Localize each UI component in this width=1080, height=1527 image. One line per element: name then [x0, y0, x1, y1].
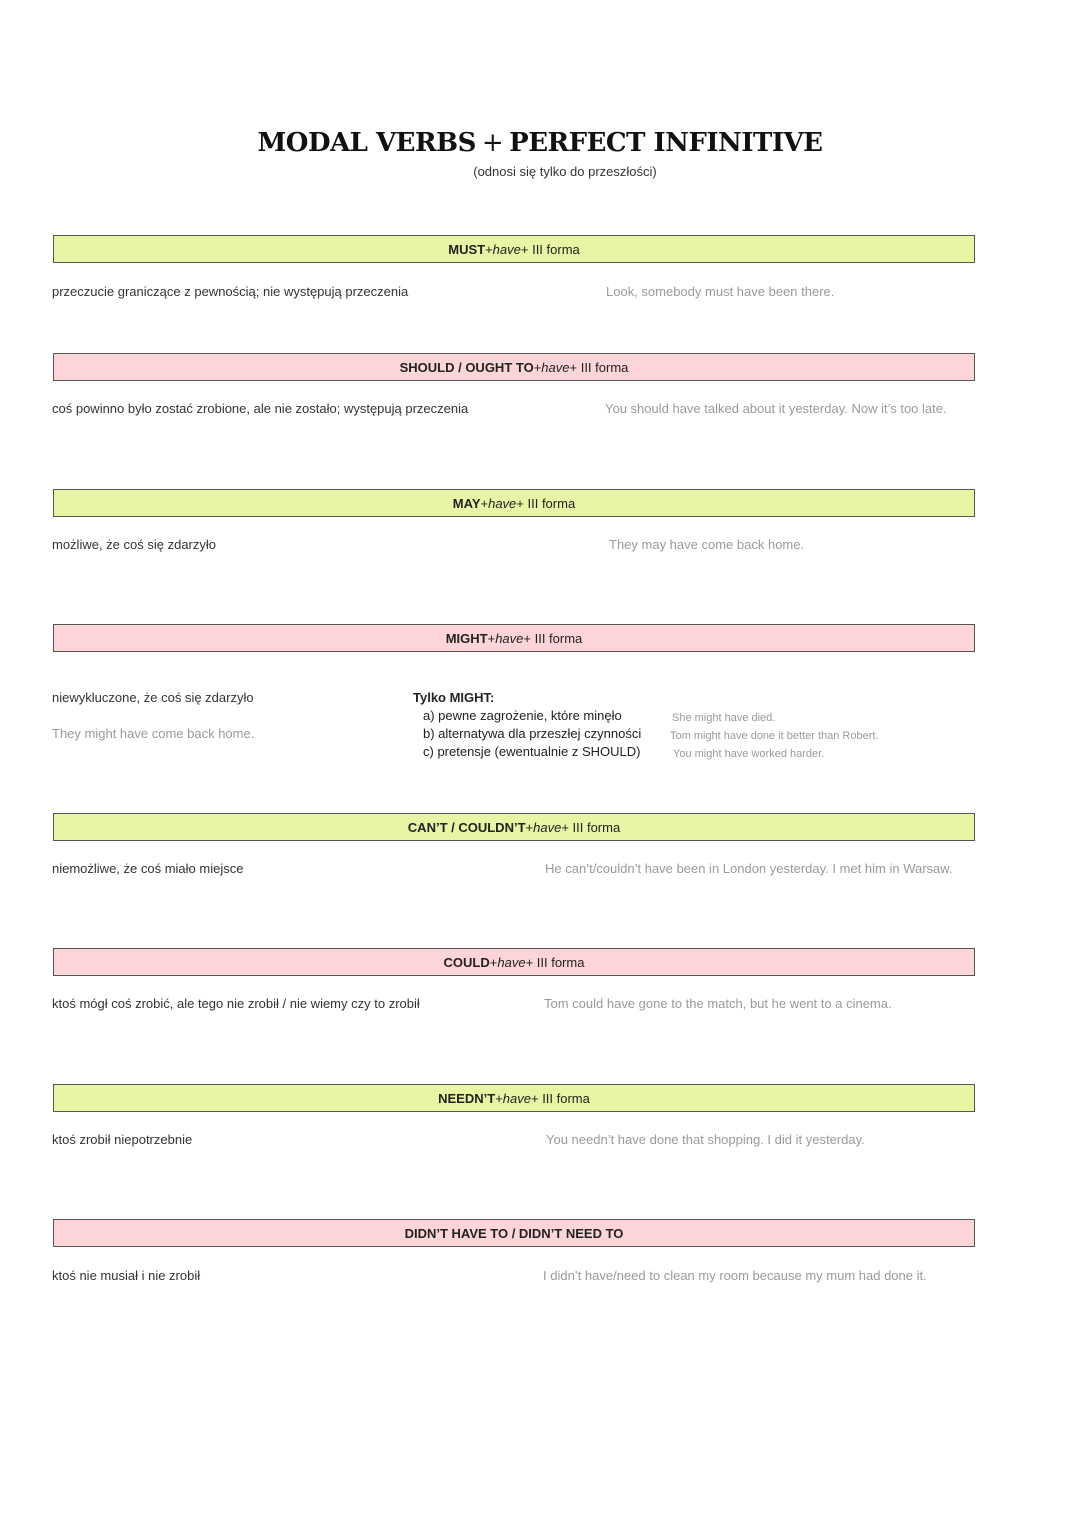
- rule-form: + III forma: [569, 359, 629, 375]
- rule-bar-didnt-have-to: [53, 1219, 975, 1247]
- rule-have: have: [488, 495, 517, 511]
- rule-plus: +: [489, 954, 498, 970]
- rule-description: niewykluczone, że coś się zdarzyło: [52, 690, 254, 705]
- rule-have: have: [495, 630, 524, 646]
- rule-example: They might have come back home.: [52, 726, 255, 741]
- rule-modal: MAY: [452, 495, 481, 511]
- might-only-item: c) pretensje (ewentualnie z SHOULD): [423, 744, 641, 759]
- page-subtitle: (odnosi się tylko do przeszłości): [473, 164, 657, 179]
- rule-modal: MIGHT: [445, 630, 488, 646]
- rule-example: He can’t/couldn’t have been in London yesterday. I met him in Warsaw.: [545, 861, 953, 876]
- rule-modal: CAN’T / COULDN’T: [407, 819, 526, 835]
- title-part1: MODAL VERBS: [257, 128, 476, 158]
- rule-plus: +: [495, 1090, 503, 1106]
- rule-plus: +: [485, 241, 493, 257]
- rule-example: Look, somebody must have been there.: [606, 284, 835, 299]
- might-only-item: b) alternatywa dla przeszłej czynności: [423, 726, 642, 741]
- rule-plus: +: [480, 495, 489, 511]
- might-only-example: She might have died.: [672, 712, 776, 724]
- rule-modal: COULD: [443, 954, 490, 970]
- rule-description: ktoś mógł coś zrobić, ale tego nie zrobił / nie wiemy czy to zrobił: [52, 996, 420, 1011]
- rule-bar-must: [53, 235, 975, 263]
- rule-description: ktoś zrobił niepotrzebnie: [52, 1132, 193, 1147]
- rule-form: + III forma: [516, 495, 576, 511]
- title-part2: PERFECT INFINITIVE: [509, 128, 823, 158]
- might-only-notes: [413, 689, 641, 761]
- rule-bar-might: [53, 624, 975, 652]
- rule-have: have: [541, 359, 570, 375]
- might-only-examples: [670, 709, 879, 763]
- rule-have: have: [492, 241, 521, 257]
- rule-have: have: [533, 819, 562, 835]
- might-only-heading: Tylko MIGHT:: [413, 690, 495, 705]
- might-only-example: You might have worked harder.: [673, 748, 825, 760]
- rule-modal: NEEDN’T: [438, 1090, 496, 1106]
- rule-bar-should: [53, 353, 975, 381]
- might-only-example: Tom might have done it better than Robert.: [670, 730, 879, 742]
- rule-modal: SHOULD / OUGHT TO: [399, 359, 534, 375]
- rule-plus: +: [525, 819, 534, 835]
- rule-modal: DIDN’T HAVE TO / DIDN’T NEED TO: [404, 1225, 624, 1241]
- rule-plus: +: [487, 630, 496, 646]
- rule-example: I didn’t have/need to clean my room because my mum had done it.: [543, 1268, 927, 1283]
- rule-form: + III forma: [525, 954, 585, 970]
- rule-form: + III forma: [520, 241, 580, 257]
- rule-example: You needn’t have done that shopping. I did it yesterday.: [546, 1132, 865, 1147]
- rule-bar-cant: [53, 813, 975, 841]
- rule-description: przeczucie graniczące z pewnością; nie występują przeczenia: [52, 284, 409, 299]
- rule-description: coś powinno było zostać zrobione, ale nie zostało; występują przeczenia: [52, 401, 469, 416]
- rule-bar-could: [53, 948, 975, 976]
- rule-example: They may have come back home.: [609, 537, 805, 552]
- rule-plus: +: [533, 359, 542, 375]
- rule-form: + III forma: [561, 819, 621, 835]
- rule-form: + III forma: [523, 630, 583, 646]
- rule-bar-may: [53, 489, 975, 517]
- might-only-item: a) pewne zagrożenie, które minęło: [423, 708, 622, 723]
- rule-modal: MUST: [448, 241, 486, 257]
- rule-example: You should have talked about it yesterday. Now it’s too late.: [605, 401, 947, 416]
- rule-form: + III forma: [530, 1090, 590, 1106]
- rule-have: have: [497, 954, 526, 970]
- rule-have: have: [502, 1090, 531, 1106]
- rule-description: możliwe, że coś się zdarzyło: [52, 537, 216, 552]
- rule-description: niemożliwe, że coś miało miejsce: [52, 861, 244, 876]
- rule-description: ktoś nie musiał i nie zrobił: [52, 1268, 201, 1283]
- rule-bar-neednt: [53, 1084, 975, 1112]
- page-title: [0, 128, 1080, 158]
- rule-example: Tom could have gone to the match, but he went to a cinema.: [544, 996, 892, 1011]
- title-plus: +: [481, 128, 504, 158]
